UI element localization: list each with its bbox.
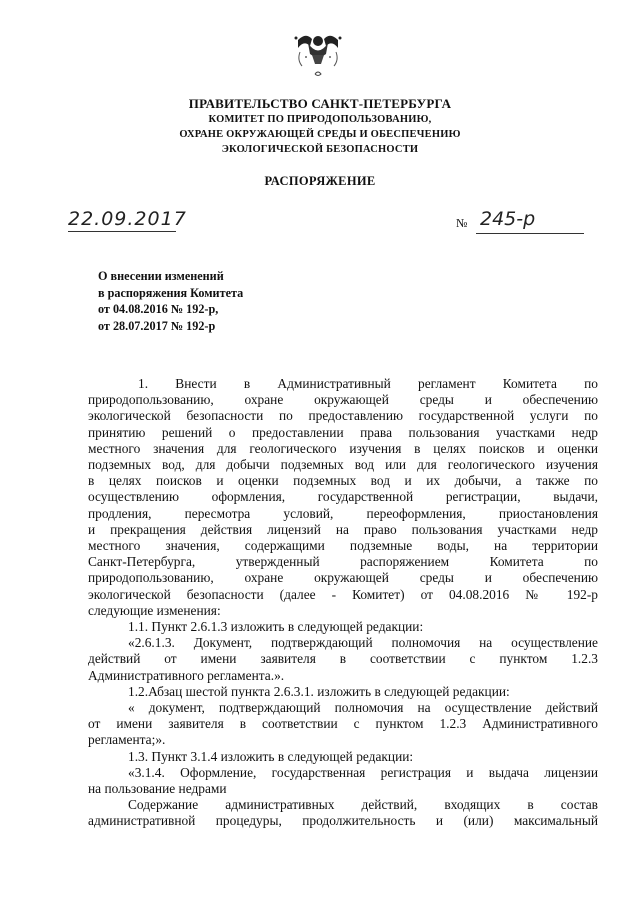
body-line: « документ, подтверждающий полномочия на осуществление действий [128, 700, 598, 716]
body-line: 1.3. Пункт 3.1.4 изложить в следующей редакции: [128, 748, 414, 764]
body-line: действий от имени заявителя в соответствии с пунктом 1.2.3 [88, 651, 598, 667]
committee-title-line3: ЭКОЛОГИЧЕСКОЙ БЕЗОПАСНОСТИ [221, 144, 419, 155]
body-line: принятию решений о предоставлении права пользования участками недр [88, 424, 598, 440]
body-line: 1.1. Пункт 2.6.1.3 изложить в следующей редакции: [128, 619, 424, 635]
body-line: Административного регламента.». [88, 667, 285, 683]
body-line: 1. Внести в Административный регламент Комитета по [138, 376, 598, 391]
handwritten-number: 245-р [480, 208, 536, 230]
body-line: экологической безопасности (далее - Комитет) от 04.08.2016 № 192-р [88, 586, 598, 602]
body-line: природопользованию, охране окружающей среды и обеспечению [88, 570, 598, 586]
subject-line: в распоряжения Комитета [98, 285, 244, 300]
document-type: РАСПОРЯЖЕНИЕ [264, 174, 376, 188]
body-line: природопользованию, охране окружающей среды и обеспечению [88, 392, 598, 408]
body-line: «2.6.1.3. Документ, подтверждающий полномочия на осуществление [128, 635, 598, 651]
number-sign: № [456, 216, 468, 230]
body-line: продления, пересмотра условий, переоформления, приостановления [88, 505, 598, 521]
number-field [456, 210, 584, 236]
document-body [88, 376, 598, 830]
body-line: местного значения для геологического изучения в целях поисков и оценки [88, 440, 598, 456]
subject-block [98, 268, 243, 334]
body-line: регламента;». [88, 732, 166, 748]
body-line: Санкт-Петербурга, утвержденный распоряжением Комитета по [88, 554, 598, 570]
number-underline [476, 233, 584, 234]
committee-title-line1: КОМИТЕТ ПО ПРИРОДОПОЛЬЗОВАНИЮ, [208, 114, 432, 125]
body-line: экологической безопасности по предоставлению государственной услуги по [88, 408, 598, 424]
body-line: Содержание административных действий, входящих в состав [128, 797, 598, 813]
body-line: административной процедуры, продолжительность и (или) максимальный [88, 813, 598, 829]
subject-line: от 28.07.2017 № 192-р [98, 318, 216, 333]
date-underline [68, 231, 176, 232]
body-line: следующие изменения: [88, 602, 221, 618]
committee-title-line2: ОХРАНЕ ОКРУЖАЮЩЕЙ СРЕДЫ И ОБЕСПЕЧЕНИЮ [179, 129, 461, 140]
subject-line: от 04.08.2016 № 192-р, [98, 302, 219, 316]
body-line: подземных вод, для добычи подземных вод или для геологического изучения [88, 457, 598, 473]
date-field [68, 208, 187, 234]
handwritten-date: 22.09.2017 [68, 208, 187, 230]
body-line: в целях поисков и оценки подземных вод и их добычи, а также по [88, 473, 598, 489]
coat-of-arms-emblem [290, 30, 346, 80]
body-line: «3.1.4. Оформление, государственная регистрация и выдача лицензии [128, 764, 598, 780]
body-line: осуществлению оформления, государственной регистрации, выдачи, [88, 489, 598, 505]
body-line: 1.2.Абзац шестой пункта 2.6.3.1. изложить в следующей редакции: [128, 683, 510, 699]
government-title: ПРАВИТЕЛЬСТВО САНКТ-ПЕТЕРБУРГА [188, 96, 452, 111]
body-line: от имени заявителя в соответствии с пунктом 1.2.3 Административного [88, 716, 598, 732]
subject-line: О внесении изменений [98, 269, 224, 283]
body-line: и прекращения действия лицензий на право пользования участками недр [88, 521, 598, 537]
body-line: на пользование недрами [88, 781, 227, 797]
body-line: местного значения, содержащими подземные воды, на территории [88, 538, 598, 554]
